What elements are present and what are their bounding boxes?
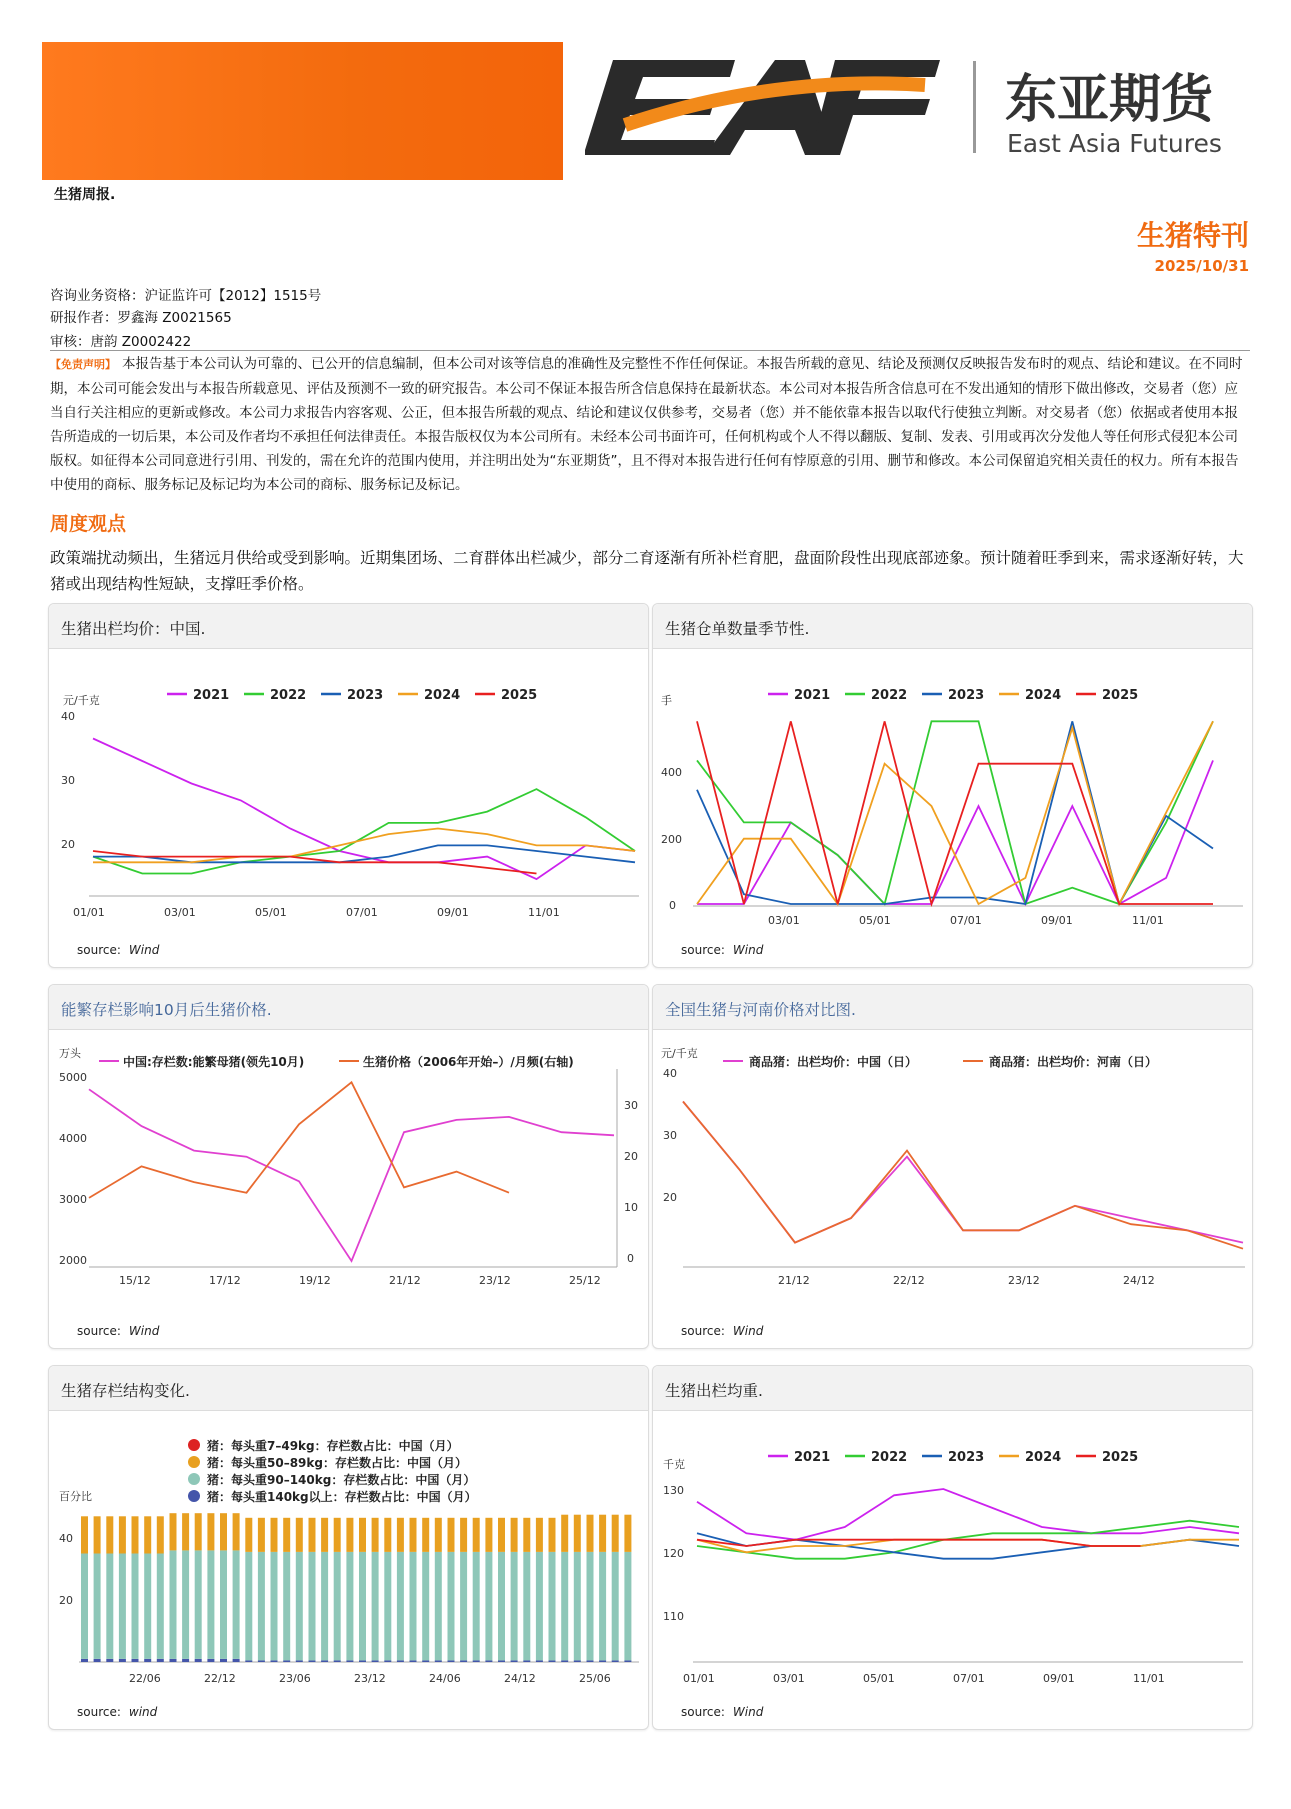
x-tick: 24/12 — [504, 1672, 536, 1685]
qualification: 咨询业务资格：沪证监许可【2012】1515号 — [50, 288, 322, 304]
bar-segment — [119, 1659, 126, 1662]
source-note: source: wind — [77, 1705, 158, 1719]
bar-segment — [523, 1518, 530, 1552]
sows-chart-panel — [48, 984, 649, 1349]
series-line-2021 — [93, 739, 635, 880]
series-line-2022 — [697, 721, 1213, 904]
price-chart — [49, 648, 648, 938]
bar-segment — [271, 1552, 278, 1661]
y-tick: 200 — [661, 833, 682, 846]
bar-segment — [435, 1660, 442, 1662]
bar-segment — [283, 1552, 290, 1661]
y-tick: 40 — [61, 710, 75, 723]
x-tick: 05/01 — [863, 1672, 895, 1685]
bar-segment — [549, 1552, 556, 1661]
x-tick: 21/12 — [389, 1274, 421, 1287]
structure-chart — [49, 1410, 648, 1700]
series-lines — [89, 1082, 614, 1261]
series-line-2025 — [697, 1540, 1141, 1546]
report-date: 2025/10/31 — [1154, 257, 1249, 275]
bar-segment — [334, 1660, 341, 1662]
bar-segment — [334, 1518, 341, 1552]
bar-segment — [397, 1518, 404, 1552]
bar-segment — [549, 1518, 556, 1552]
bar-segment — [422, 1518, 429, 1552]
bar-segment — [372, 1552, 379, 1661]
legend-2024: 2024 — [1025, 688, 1062, 703]
bar-segment — [195, 1659, 202, 1662]
bar-segment — [359, 1552, 366, 1661]
x-tick: 25/12 — [569, 1274, 601, 1287]
legend-2023: 2023 — [347, 688, 384, 703]
bar-segment — [549, 1660, 556, 1662]
legend-2021: 2021 — [794, 688, 831, 703]
bar-segment — [511, 1518, 518, 1552]
panel-header — [49, 604, 648, 649]
legend-henan: 商品猪：出栏均价：河南（日） — [989, 1055, 1158, 1069]
weight-chart — [653, 1410, 1252, 1700]
y-tick: 5000 — [59, 1071, 87, 1084]
bar-segment — [220, 1659, 227, 1662]
legend-2023: 2023 — [948, 1450, 985, 1465]
bar-segment — [94, 1554, 101, 1659]
x-tick: 05/01 — [255, 906, 287, 919]
chart-title: 生猪存栏结构变化. — [61, 1382, 190, 1400]
x-tick: 24/06 — [429, 1672, 461, 1685]
legend-7-49: 猪：每头重7–49kg：存栏数占比：中国（月） — [207, 1439, 459, 1453]
legend-90-140: 猪：每头重90–140kg：存栏数占比：中国（月） — [207, 1473, 476, 1487]
bar-segment — [346, 1552, 353, 1661]
bar-segment — [233, 1513, 240, 1550]
x-tick: 07/01 — [953, 1672, 985, 1685]
y-unit: 千克 — [663, 1458, 685, 1471]
bar-segment — [397, 1660, 404, 1662]
disclaimer — [50, 352, 1250, 497]
bar-segment — [372, 1660, 379, 1662]
bar-segment — [612, 1552, 619, 1661]
bar-segment — [81, 1516, 88, 1553]
company-logo — [565, 55, 1265, 165]
bar-segment — [182, 1550, 189, 1659]
legend-2024: 2024 — [1025, 1450, 1062, 1465]
x-tick: 07/01 — [950, 914, 982, 927]
weekly-view-text: 政策端扰动频出，生猪远月供给或受到影响。近期集团场、二育群体出栏减少，部分二育逐渐有所补栏育肥，盘面阶段性出现底部迹象。预计随着旺季到来，需求逐渐好转，大猪或出现结构性短缺，支撑旺季价格。 — [50, 549, 1244, 593]
bar-segment — [245, 1660, 252, 1662]
bar-segment — [258, 1660, 265, 1662]
company-cn-name: 东亚期货 — [1005, 70, 1214, 130]
x-tick: 11/01 — [1132, 914, 1164, 927]
x-tick: 23/06 — [279, 1672, 311, 1685]
chart-title: 能繁存栏影响10月后生猪价格. — [61, 1001, 272, 1019]
bar-segment — [473, 1518, 480, 1552]
bar-segment — [258, 1518, 265, 1552]
bar-segment — [220, 1513, 227, 1550]
y-unit: 百分比 — [59, 1490, 92, 1503]
sows-chart — [49, 1029, 648, 1319]
x-tick: 24/12 — [1123, 1274, 1155, 1287]
x-tick: 05/01 — [859, 914, 891, 927]
bar-segment — [296, 1660, 303, 1662]
legend — [768, 1450, 1138, 1465]
legend — [768, 688, 1138, 703]
bar-segment — [309, 1660, 316, 1662]
bar-segment — [460, 1660, 467, 1662]
series-lines — [697, 721, 1213, 904]
x-tick: 15/12 — [119, 1274, 151, 1287]
bar-segment — [448, 1660, 455, 1662]
source-note: source: Wind — [681, 1705, 764, 1719]
disclaimer-tag: 【免责声明】 — [50, 358, 116, 371]
bar-segment — [372, 1518, 379, 1552]
bar-segment — [132, 1516, 139, 1553]
y-tick: 40 — [663, 1067, 677, 1080]
bar-segment — [182, 1659, 189, 1662]
weight-chart-panel — [652, 1365, 1253, 1730]
bar-segment — [195, 1550, 202, 1659]
bar-segment — [410, 1552, 417, 1661]
legend-2021: 2021 — [193, 688, 230, 703]
bar-segment — [309, 1552, 316, 1661]
x-tick: 09/01 — [1041, 914, 1073, 927]
bar-segment — [144, 1516, 151, 1553]
bar-segment — [511, 1660, 518, 1662]
bar-segment — [170, 1550, 177, 1659]
legend-sows: 中国:存栏数:能繁母猪(领先10月) — [123, 1055, 305, 1069]
bar-segment — [435, 1552, 442, 1661]
legend-2021: 2021 — [794, 1450, 831, 1465]
x-tick: 22/12 — [893, 1274, 925, 1287]
series-line-商品猪：出栏均价：中国（日） — [683, 1102, 1243, 1243]
chart-title: 全国生猪与河南价格对比图. — [665, 1001, 856, 1019]
bar-segment — [536, 1518, 543, 1552]
y-tick: 130 — [663, 1484, 684, 1497]
reviewer: 审核：唐韵 Z0002422 — [50, 334, 192, 350]
bar-segment — [587, 1552, 594, 1661]
bar-segment — [561, 1660, 568, 1662]
series-lines — [683, 1102, 1243, 1249]
bar-segment — [384, 1552, 391, 1661]
bar-segment — [309, 1518, 316, 1552]
x-tick: 07/01 — [346, 906, 378, 919]
series-line-2021 — [697, 1489, 1239, 1540]
x-tick: 23/12 — [1008, 1274, 1040, 1287]
y-tick: 2000 — [59, 1254, 87, 1267]
bar-segment — [536, 1660, 543, 1662]
series-lines — [93, 739, 635, 880]
panel-header — [653, 1366, 1252, 1411]
bar-segment — [561, 1552, 568, 1661]
legend — [167, 688, 537, 703]
x-tick: 22/06 — [129, 1672, 161, 1685]
warrant-chart-panel — [652, 603, 1253, 968]
panel-header — [653, 604, 1252, 649]
panel-header — [49, 985, 648, 1030]
henan-chart-panel — [652, 984, 1253, 1349]
y-unit: 万头 — [59, 1047, 81, 1060]
legend-140-plus: 猪：每头重140kg以上：存栏数占比：中国（月） — [207, 1490, 477, 1504]
author: 研报作者：罗鑫海 Z0021565 — [50, 310, 232, 326]
bar-segment — [106, 1554, 113, 1659]
bar-segment — [157, 1659, 164, 1662]
bar-segment — [233, 1659, 240, 1662]
y-tick: 30 — [663, 1129, 677, 1142]
bar-segment — [182, 1513, 189, 1550]
bar-segment — [132, 1554, 139, 1659]
y2-tick: 20 — [624, 1150, 638, 1163]
y-tick: 30 — [61, 774, 75, 787]
bar-segment — [498, 1518, 505, 1552]
y-tick: 400 — [661, 766, 682, 779]
bar-segment — [321, 1660, 328, 1662]
bar-segment — [245, 1518, 252, 1552]
source-note: source: Wind — [681, 1324, 764, 1338]
x-tick: 03/01 — [773, 1672, 805, 1685]
bar-segment — [170, 1513, 177, 1550]
bar-segment — [283, 1660, 290, 1662]
bar-segment — [460, 1552, 467, 1661]
bar-segment — [334, 1552, 341, 1661]
series-line-商品猪：出栏均价：河南（日） — [683, 1102, 1243, 1249]
bar-segment — [119, 1554, 126, 1659]
y-tick: 120 — [663, 1547, 684, 1560]
bar-segment — [346, 1518, 353, 1552]
bar-segment — [498, 1552, 505, 1661]
x-tick: 22/12 — [204, 1672, 236, 1685]
header-banner — [42, 42, 563, 180]
bar-segment — [410, 1518, 417, 1552]
x-tick: 17/12 — [209, 1274, 241, 1287]
bar-segment — [106, 1516, 113, 1553]
bar-segment — [624, 1515, 631, 1552]
x-tick: 11/01 — [528, 906, 560, 919]
y2-tick: 10 — [624, 1201, 638, 1214]
bar-segment — [321, 1552, 328, 1661]
bar-segment — [473, 1660, 480, 1662]
company-en-name: East Asia Futures — [1007, 129, 1222, 158]
divider — [50, 350, 1250, 351]
legend-50-89: 猪：每头重50–89kg：存栏数占比：中国（月） — [207, 1456, 467, 1470]
x-tick: 19/12 — [299, 1274, 331, 1287]
bar-segment — [119, 1516, 126, 1553]
x-tick: 01/01 — [683, 1672, 715, 1685]
bar-segment — [435, 1518, 442, 1552]
bar-segment — [245, 1552, 252, 1661]
panel-header — [49, 1366, 648, 1411]
price-chart-panel — [48, 603, 649, 968]
bar-segment — [132, 1659, 139, 1662]
report-series-label: 生猪周报. — [54, 187, 116, 203]
weekly-view-title: 周度观点 — [50, 513, 127, 535]
source-note: source: Wind — [77, 943, 160, 957]
bar-segment — [410, 1660, 417, 1662]
x-tick: 09/01 — [1043, 1672, 1075, 1685]
bar-segment — [587, 1515, 594, 1552]
x-tick: 23/12 — [354, 1672, 386, 1685]
bar-segment — [207, 1550, 214, 1659]
bar-segment — [296, 1552, 303, 1661]
bar-segment — [144, 1554, 151, 1659]
bar-segment — [94, 1516, 101, 1553]
bar-segment — [359, 1518, 366, 1552]
y-tick: 20 — [663, 1191, 677, 1204]
bar-segment — [523, 1660, 530, 1662]
bar-segment — [485, 1552, 492, 1661]
bar-segment — [157, 1516, 164, 1553]
disclaimer-text: 本报告基于本公司认为可靠的、已公开的信息编制，但本公司对该等信息的准确性及完整性不作任何保证。本报告所载的意见、结论及预测仅反映报告发布时的观点、结论和建议。在不同时期，本公司可能会发出与本报告所载意见、评估及预测不一致的研究报告。本公司不保证本报告所含信息保持在最新状态。本公司对本报告所含信息可在不发出通知的情形下做出修改，交易者（您）应当自行关注相应的更新或修改。本公司力求报告内容客观、公正，但本报告所载的观点、结论和建议仅供参考，交易者（您）并不能依靠本报告以取代行使独立判断。对交易者（您）依据或者使用本报告所造成的一切后果，本公司及作者均不承担任何法律责任。本报告版权仅为本公司所有。未经本公司书面许可，任何机构或个人不得以翻版、复制、发表、引用或再次分发他人等任何形式侵犯本公司版权。如征得本公司同意进行引用、刊发的，需在允许的范围内使用，并注明出处为“东亚期货”，且不得对本报告进行任何有悖原意的引用、删节和修改。本公司保留追究相关责任的权力。所有本报告中使用的商标、服务标记及标记均为本公司的商标、服务标记及标记。 — [50, 356, 1243, 493]
bar-segment — [359, 1660, 366, 1662]
y-unit: 元/千克 — [661, 1047, 698, 1060]
bar-segment — [599, 1552, 606, 1661]
legend-2022: 2022 — [871, 1450, 908, 1465]
bar-segment — [485, 1660, 492, 1662]
bar-segment — [346, 1660, 353, 1662]
bar-segment — [81, 1554, 88, 1659]
bar-segment — [523, 1552, 530, 1661]
structure-chart-panel — [48, 1365, 649, 1730]
warrant-chart — [653, 648, 1252, 938]
bar-segment — [574, 1515, 581, 1552]
x-tick: 25/06 — [579, 1672, 611, 1685]
henan-chart — [653, 1029, 1252, 1319]
bar-segment — [157, 1554, 164, 1659]
bar-segment — [283, 1518, 290, 1552]
bar-segment — [384, 1660, 391, 1662]
x-tick: 03/01 — [768, 914, 800, 927]
bar-segment — [321, 1518, 328, 1552]
bar-segment — [599, 1660, 606, 1662]
special-title: 生猪特刊 — [1136, 219, 1249, 252]
x-tick: 09/01 — [437, 906, 469, 919]
legend-2022: 2022 — [270, 688, 307, 703]
panel-header — [653, 985, 1252, 1030]
bar-segment — [106, 1659, 113, 1662]
legend-2025: 2025 — [1102, 688, 1139, 703]
series-line-2023 — [93, 845, 635, 862]
y2-tick: 30 — [624, 1099, 638, 1112]
bar-segment — [448, 1518, 455, 1552]
bar-segment — [561, 1515, 568, 1552]
chart-title: 生猪出栏均价：中国. — [61, 620, 206, 638]
legend-2025: 2025 — [501, 688, 538, 703]
bar-segment — [422, 1552, 429, 1661]
bar-segment — [498, 1660, 505, 1662]
y2-tick: 0 — [627, 1252, 634, 1265]
bar-segment — [233, 1550, 240, 1659]
y-unit: 手 — [661, 694, 672, 707]
legend-price: 生猪价格（2006年开始–）/月频(右轴) — [363, 1055, 574, 1069]
chart-title: 生猪出栏均重. — [665, 1382, 763, 1400]
y-tick: 110 — [663, 1610, 684, 1623]
y-tick: 40 — [59, 1532, 73, 1545]
x-tick: 03/01 — [164, 906, 196, 919]
bar-segment — [511, 1552, 518, 1661]
bar-segment — [485, 1518, 492, 1552]
x-tick: 23/12 — [479, 1274, 511, 1287]
bar-segment — [536, 1552, 543, 1661]
x-tick: 11/01 — [1133, 1672, 1165, 1685]
series-lines — [697, 1489, 1239, 1559]
bar-segment — [448, 1552, 455, 1661]
bar-segment — [624, 1660, 631, 1662]
bar-segment — [296, 1518, 303, 1552]
bar-segment — [612, 1515, 619, 1552]
legend-2023: 2023 — [948, 688, 985, 703]
bar-segment — [612, 1660, 619, 1662]
bar-segment — [170, 1659, 177, 1662]
bar-segment — [422, 1660, 429, 1662]
y-tick: 4000 — [59, 1132, 87, 1145]
source-note: source: Wind — [681, 943, 764, 957]
bar-segment — [384, 1518, 391, 1552]
bar-segment — [220, 1550, 227, 1659]
y-tick: 20 — [59, 1594, 73, 1607]
bar-segment — [473, 1552, 480, 1661]
bar-segment — [397, 1552, 404, 1661]
bar-segment — [271, 1518, 278, 1552]
bar-segment — [195, 1513, 202, 1550]
bar-segment — [258, 1552, 265, 1661]
bar-segment — [144, 1659, 151, 1662]
legend-china: 商品猪：出栏均价：中国（日） — [749, 1055, 918, 1069]
bar-segment — [574, 1552, 581, 1661]
y-tick: 20 — [61, 838, 75, 851]
bar-segment — [94, 1659, 101, 1662]
bar-segment — [599, 1515, 606, 1552]
bar-segment — [207, 1513, 214, 1550]
bar-segment — [624, 1552, 631, 1661]
bar-segment — [271, 1660, 278, 1662]
bar-segment — [207, 1659, 214, 1662]
y-unit: 元/千克 — [63, 694, 100, 707]
bar-segment — [587, 1660, 594, 1662]
x-tick: 21/12 — [778, 1274, 810, 1287]
y-tick: 3000 — [59, 1193, 87, 1206]
source-note: source: Wind — [77, 1324, 160, 1338]
stacked-bars — [81, 1513, 631, 1662]
legend-2022: 2022 — [871, 688, 908, 703]
x-tick: 01/01 — [73, 906, 105, 919]
y-tick: 0 — [669, 899, 676, 912]
bar-segment — [574, 1660, 581, 1662]
legend-2024: 2024 — [424, 688, 461, 703]
chart-title: 生猪仓单数量季节性. — [665, 620, 810, 638]
legend-2025: 2025 — [1102, 1450, 1139, 1465]
bar-segment — [460, 1518, 467, 1552]
bar-segment — [81, 1659, 88, 1662]
